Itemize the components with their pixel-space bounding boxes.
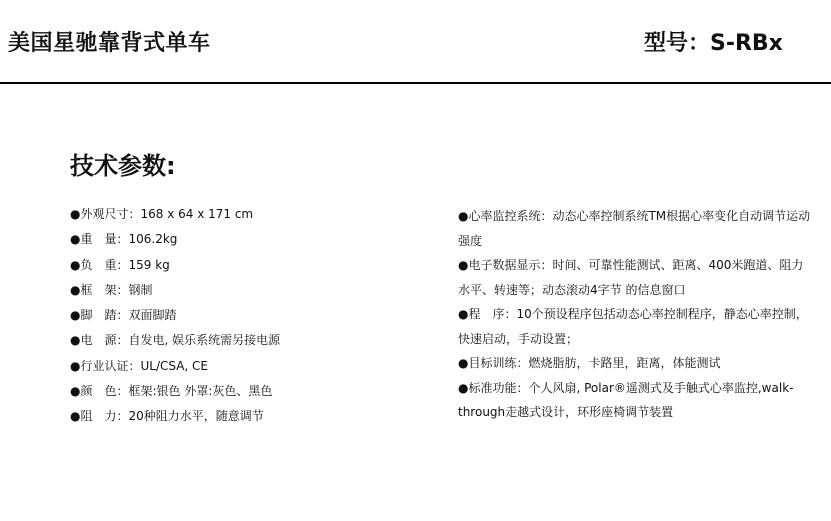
spec-pedals: ●脚 踏：双面脚踏 bbox=[70, 308, 177, 323]
section-title: 技术参数: bbox=[70, 152, 176, 180]
spec-training: ●目标训练：燃烧脂肪，卡路里，距离，体能测试 bbox=[458, 356, 721, 370]
spec-certification: ●行业认证：UL/CSA, CE bbox=[70, 358, 209, 373]
spec-color: ●颜 色：框架:银色 外罩:灰色、黑色 bbox=[70, 384, 273, 399]
spec-max-load: ●负 重：159 kg bbox=[70, 257, 170, 272]
spec-resistance: ●阻 力：20种阻力水平，随意调节 bbox=[70, 409, 264, 424]
spec-dimensions: ●外观尺寸：168 x 64 x 171 cm bbox=[70, 207, 254, 221]
product-title: 美国星驰靠背式单车 bbox=[8, 31, 211, 56]
spec-power: ●电 源：自发电, 娱乐系统需另接电源 bbox=[70, 333, 281, 348]
spec-frame: ●框 架：钢制 bbox=[70, 282, 153, 297]
spec-display: ●电子数据显示：时间、可靠性能测试、距离、400米跑道、阻力水平、转速等；动态滚动4字节 的信息窗口 bbox=[458, 258, 804, 297]
header bbox=[0, 0, 831, 84]
spec-standard-features: ●标准功能：个人风扇, Polar®遥测式及手触式心率监控,walk-through走越式设计，环形座椅调节装置 bbox=[458, 380, 794, 419]
model-number: 型号：S-RBx bbox=[644, 31, 783, 56]
right-spec-list bbox=[458, 204, 813, 425]
spec-heart-rate: ●心率监控系统：动态心率控制系统TM根据心率变化自动调节运动强度 bbox=[458, 209, 811, 248]
spec-weight: ●重 量：106.2kg bbox=[70, 232, 178, 247]
left-spec-list bbox=[70, 206, 390, 434]
spec-programs: ●程 序：10个预设程序包括动态心率控制程序，静态心率控制，快速启动，手动设置； bbox=[458, 307, 808, 346]
